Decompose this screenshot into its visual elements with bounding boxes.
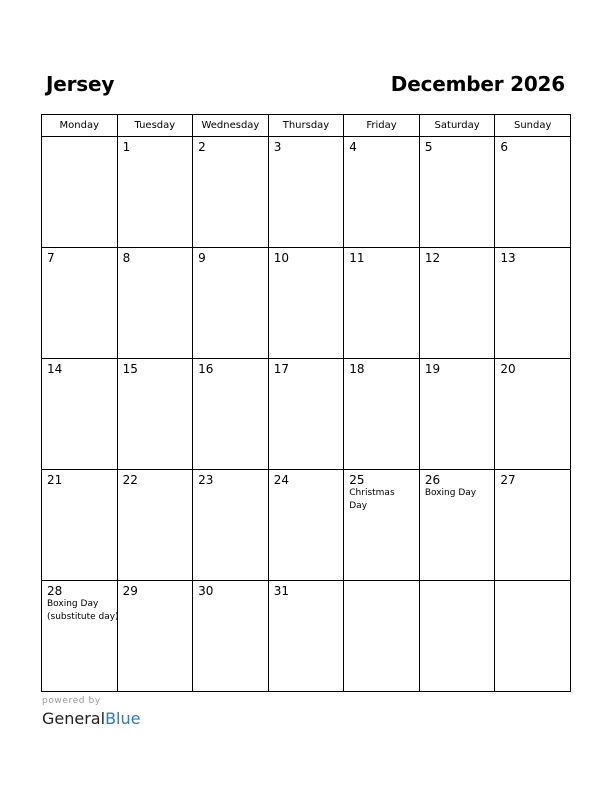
day-number: 17 <box>273 362 289 376</box>
holiday-label: Boxing Day (substitute day) <box>47 599 119 622</box>
day-number: 1 <box>122 140 131 154</box>
weekday-header: Sunday <box>495 115 571 137</box>
day-cell <box>268 137 344 248</box>
holiday-label: Boxing Day <box>424 488 477 498</box>
day-number: 26 <box>424 473 441 487</box>
day-number: 29 <box>122 584 138 598</box>
day-cell <box>495 470 571 581</box>
day-cell <box>42 581 118 692</box>
day-number: 22 <box>122 473 138 487</box>
day-cell <box>117 248 193 359</box>
day-cell <box>193 470 269 581</box>
week-row <box>42 248 571 359</box>
day-number: 15 <box>122 362 138 376</box>
day-cell <box>193 248 269 359</box>
day-number: 30 <box>198 584 214 598</box>
powered-by-label: powered by <box>42 696 101 706</box>
day-number: 25 <box>349 473 365 487</box>
day-cell <box>117 581 193 692</box>
week-row <box>42 581 571 692</box>
weekday-header: Monday <box>42 115 118 137</box>
weekday-header: Saturday <box>419 115 495 137</box>
day-cell <box>268 470 344 581</box>
calendar-grid <box>41 114 571 692</box>
day-cell <box>344 137 420 248</box>
day-cell <box>193 359 269 470</box>
day-number: 20 <box>500 362 516 376</box>
day-number: 4 <box>349 140 357 154</box>
day-cell <box>193 137 269 248</box>
day-cell <box>42 359 118 470</box>
day-number: 19 <box>424 362 441 376</box>
month-year-title: December 2026 <box>390 72 565 96</box>
day-number: 7 <box>47 251 55 265</box>
day-number: 23 <box>198 473 214 487</box>
week-row <box>42 359 571 470</box>
day-cell <box>42 137 118 248</box>
day-cell <box>344 470 420 581</box>
day-cell <box>42 470 118 581</box>
day-cell <box>193 581 269 692</box>
day-cell <box>419 470 495 581</box>
day-number: 16 <box>198 362 214 376</box>
day-number: 31 <box>273 584 289 598</box>
weekday-header-row <box>42 115 571 137</box>
brand-part1: General <box>42 709 106 728</box>
day-number: 18 <box>349 362 365 376</box>
day-number: 12 <box>424 251 441 265</box>
day-number: 3 <box>273 140 282 154</box>
day-cell <box>419 137 495 248</box>
day-number: 6 <box>500 140 509 154</box>
region-title: Jersey <box>46 72 115 96</box>
day-cell <box>117 137 193 248</box>
day-cell <box>268 581 344 692</box>
week-row <box>42 137 571 248</box>
day-number: 14 <box>47 362 63 376</box>
day-cell <box>268 248 344 359</box>
weekday-header: Thursday <box>268 115 344 137</box>
day-cell <box>344 248 420 359</box>
day-cell <box>117 359 193 470</box>
day-number: 2 <box>198 140 206 154</box>
brand-part2: Blue <box>105 709 141 728</box>
day-cell <box>344 581 420 692</box>
day-number: 24 <box>273 473 289 487</box>
weekday-header: Tuesday <box>117 115 193 137</box>
weekday-header: Friday <box>344 115 420 137</box>
day-cell <box>117 470 193 581</box>
day-number: 9 <box>198 251 206 265</box>
day-cell <box>268 359 344 470</box>
day-cell <box>495 137 571 248</box>
day-number: 8 <box>122 251 131 265</box>
day-cell <box>495 581 571 692</box>
day-number: 28 <box>47 584 63 598</box>
day-cell <box>344 359 420 470</box>
day-cell <box>419 248 495 359</box>
week-row <box>42 470 571 581</box>
day-cell <box>42 248 118 359</box>
day-number: 13 <box>500 251 516 265</box>
day-cell <box>419 359 495 470</box>
weekday-header: Wednesday <box>193 115 269 137</box>
day-number: 11 <box>349 251 365 265</box>
day-number: 10 <box>273 251 289 265</box>
day-cell <box>419 581 495 692</box>
day-number: 21 <box>47 473 63 487</box>
day-number: 5 <box>424 140 433 154</box>
day-number: 27 <box>500 473 516 487</box>
generalblue-logo[interactable] <box>42 708 140 730</box>
day-cell <box>495 248 571 359</box>
footer <box>42 696 140 730</box>
holiday-label: Christmas Day <box>349 488 395 511</box>
day-cell <box>495 359 571 470</box>
